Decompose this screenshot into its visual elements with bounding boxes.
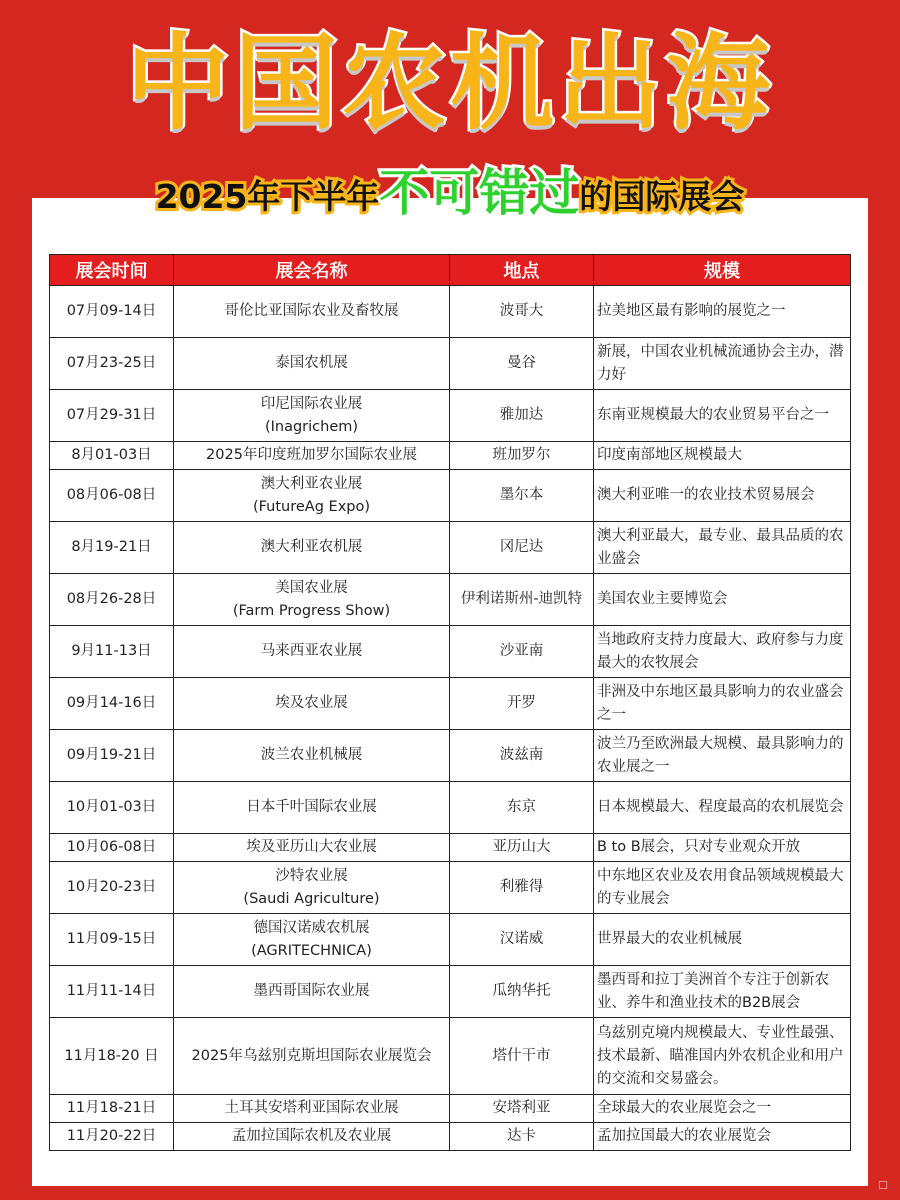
cell-name [174, 286, 450, 338]
cell-name-cn: 印尼国际农业展 [260, 395, 363, 412]
cell-scale: 新展，中国农业机械流通协会主办，潜力好 [594, 338, 851, 390]
cell-name-cn: 沙特农业展 [275, 867, 348, 884]
cell-name-cn: 2025年乌兹别克斯坦国际农业展览会 [191, 1047, 432, 1064]
cell-place: 曼谷 [450, 338, 594, 390]
cell-name [174, 626, 450, 678]
cell-name [174, 730, 450, 782]
table-row [50, 862, 851, 914]
cell-scale: 中东地区农业及农用食品领域规模最大的专业展会 [594, 862, 851, 914]
cell-scale: 波兰乃至欧洲最大规模、最具影响力的农业展之一 [594, 730, 851, 782]
cell-time: 8月01-03日 [50, 442, 174, 470]
cell-scale: 澳大利亚唯一的农业技术贸易展会 [594, 470, 851, 522]
table-row [50, 286, 851, 338]
cell-name [174, 1095, 450, 1123]
cell-scale: 澳大利亚最大，最专业、最具品质的农业盛会 [594, 522, 851, 574]
cell-name-cn: 哥伦比亚国际农业及畜牧展 [224, 303, 399, 319]
cell-place: 瓜纳华托 [450, 966, 594, 1018]
cell-place: 波兹南 [450, 730, 594, 782]
cell-scale: 全球最大的农业展览会之一 [594, 1095, 851, 1123]
cell-place: 亚历山大 [450, 834, 594, 862]
cell-time: 11月18-21日 [50, 1095, 174, 1123]
cell-time: 11月20-22日 [50, 1123, 174, 1151]
cell-name [174, 338, 450, 390]
table-row [50, 1095, 851, 1123]
cell-name [174, 522, 450, 574]
table-body [50, 286, 851, 1151]
cell-name-cn: 土耳其安塔利亚国际农业展 [224, 1100, 399, 1116]
subtitle-before: 2025年下半年 [155, 177, 380, 216]
exhibition-table [49, 254, 851, 1151]
cell-name [174, 1018, 450, 1095]
cell-name-en: (Saudi Agriculture) [243, 890, 380, 907]
table-row [50, 782, 851, 834]
cell-place: 安塔利亚 [450, 1095, 594, 1123]
column-header-place: 地点 [450, 255, 594, 286]
cell-place: 雅加达 [450, 390, 594, 442]
cell-name-cn: 墨西哥国际农业展 [253, 983, 370, 999]
table-row [50, 1018, 851, 1095]
cell-time: 10月20-23日 [50, 862, 174, 914]
cell-name-en: (AGRITECHNICA) [251, 942, 372, 959]
table-row [50, 442, 851, 470]
page-title: 中国农机出海 [125, 22, 774, 144]
cell-name-en: (Inagrichem) [264, 418, 359, 435]
cell-place: 达卡 [450, 1123, 594, 1151]
table-row [50, 678, 851, 730]
cell-name-en: (Farm Progress Show) [232, 602, 391, 619]
cell-time: 11月18-20 日 [50, 1018, 174, 1095]
cell-time: 07月29-31日 [50, 390, 174, 442]
page-subtitle [0, 158, 900, 232]
cell-time: 8月19-21日 [50, 522, 174, 574]
cell-scale: 世界最大的农业机械展 [594, 914, 851, 966]
column-header-scale: 规模 [594, 255, 851, 286]
cell-time: 07月23-25日 [50, 338, 174, 390]
cell-name [174, 1123, 450, 1151]
cell-scale: 墨西哥和拉丁美洲首个专注于创新农业、养牛和渔业技术的B2B展会 [594, 966, 851, 1018]
cell-scale: 拉美地区最有影响的展览之一 [594, 286, 851, 338]
table-row [50, 966, 851, 1018]
cell-name [174, 390, 450, 442]
cell-place: 汉诺威 [450, 914, 594, 966]
cell-place: 班加罗尔 [450, 442, 594, 470]
table-row [50, 1123, 851, 1151]
table-row [50, 338, 851, 390]
cell-name-cn: 泰国农机展 [275, 355, 348, 371]
column-header-name: 展会名称 [174, 255, 450, 286]
table-row [50, 470, 851, 522]
cell-time: 07月09-14日 [50, 286, 174, 338]
table-row [50, 390, 851, 442]
cell-scale: 非洲及中东地区最具影响力的农业盛会之一 [594, 678, 851, 730]
table-row [50, 914, 851, 966]
table-row [50, 574, 851, 626]
cell-scale: B to B展会，只对专业观众开放 [594, 834, 851, 862]
cell-time: 10月01-03日 [50, 782, 174, 834]
cell-time: 11月11-14日 [50, 966, 174, 1018]
cell-place: 波哥大 [450, 286, 594, 338]
cell-time: 08月26-28日 [50, 574, 174, 626]
subtitle-after: 的国际展会 [579, 177, 745, 216]
cell-name [174, 782, 450, 834]
cell-name-en: (FutureAg Expo) [252, 498, 371, 515]
cell-time: 08月06-08日 [50, 470, 174, 522]
cell-name [174, 914, 450, 966]
cell-time: 11月09-15日 [50, 914, 174, 966]
cell-scale: 日本规模最大、程度最高的农机展览会 [594, 782, 851, 834]
cell-name-cn: 美国农业展 [275, 579, 348, 596]
cell-name-cn: 日本千叶国际农业展 [246, 799, 377, 815]
cell-name-cn: 2025年印度班加罗尔国际农业展 [206, 447, 417, 463]
cell-name [174, 862, 450, 914]
cell-place: 利雅得 [450, 862, 594, 914]
cell-name [174, 574, 450, 626]
cell-name [174, 834, 450, 862]
cell-place: 沙亚南 [450, 626, 594, 678]
watermark-logo: ☐ [878, 1179, 888, 1192]
table-row [50, 522, 851, 574]
cell-name-cn: 德国汉诺威农机展 [253, 919, 370, 936]
cell-place: 开罗 [450, 678, 594, 730]
cell-name [174, 678, 450, 730]
cell-time: 10月06-08日 [50, 834, 174, 862]
cell-time: 9月11-13日 [50, 626, 174, 678]
cell-name-cn: 澳大利亚农机展 [260, 539, 363, 555]
cell-name-cn: 马来西亚农业展 [260, 643, 363, 659]
cell-place: 伊利诺斯州-迪凯特 [450, 574, 594, 626]
cell-scale: 美国农业主要博览会 [594, 574, 851, 626]
cell-scale: 当地政府支持力度最大、政府参与力度最大的农牧展会 [594, 626, 851, 678]
cell-name [174, 966, 450, 1018]
cell-time: 09月14-16日 [50, 678, 174, 730]
table-row [50, 834, 851, 862]
cell-name-cn: 孟加拉国际农机及农业展 [231, 1128, 392, 1144]
table-row [50, 626, 851, 678]
cell-time: 09月19-21日 [50, 730, 174, 782]
cell-place: 塔什干市 [450, 1018, 594, 1095]
table-header-row [50, 255, 851, 286]
column-header-time: 展会时间 [50, 255, 174, 286]
cell-name-cn: 波兰农业机械展 [260, 747, 363, 763]
table-row [50, 730, 851, 782]
cell-place: 冈尼达 [450, 522, 594, 574]
cell-place: 墨尔本 [450, 470, 594, 522]
cell-scale: 印度南部地区规模最大 [594, 442, 851, 470]
cell-scale: 乌兹别克境内规模最大、专业性最强、技术最新、瞄准国内外农机企业和用户的交流和交易盛会。 [594, 1018, 851, 1095]
cell-scale: 孟加拉国最大的农业展览会 [594, 1123, 851, 1151]
cell-scale: 东南亚规模最大的农业贸易平台之一 [594, 390, 851, 442]
cell-name-cn: 埃及农业展 [275, 695, 348, 711]
cell-name [174, 442, 450, 470]
cell-name [174, 470, 450, 522]
cell-name-cn: 埃及亚历山大农业展 [246, 839, 377, 855]
cell-place: 东京 [450, 782, 594, 834]
cell-name-cn: 澳大利亚农业展 [260, 475, 363, 492]
subtitle-highlight: 不可错过 [379, 164, 580, 222]
